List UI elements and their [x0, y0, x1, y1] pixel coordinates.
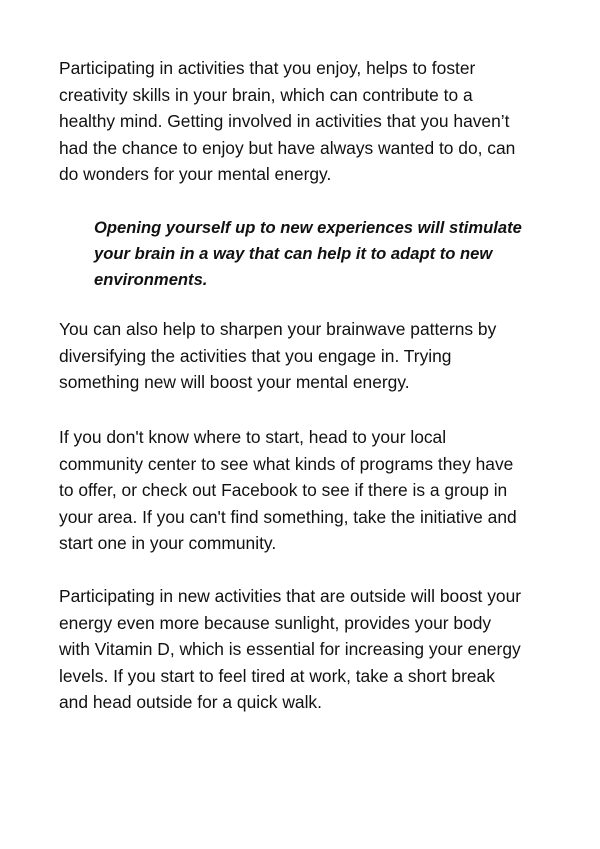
- text-line: with Vitamin D, which is essential for increasing your energy: [59, 639, 521, 660]
- text-line: start one in your community.: [59, 533, 277, 554]
- text-line: You can also help to sharpen your brainwave patterns by: [59, 319, 497, 339]
- pull-quote: [94, 215, 554, 292]
- quote-line: environments.: [94, 269, 208, 289]
- text-line: If you don't know where to start, head to your local: [59, 427, 447, 447]
- text-line: Participating in new activities that are outside will boost your: [59, 586, 522, 606]
- text-line: diversifying the activities that you engage in. Trying: [59, 345, 452, 366]
- paragraph-where-to-start: [59, 424, 559, 557]
- quote-line: your brain in a way that can help it to adapt to new: [94, 243, 493, 263]
- text-line: something new will boost your mental energy.: [59, 372, 410, 393]
- text-line: your area. If you can't find something, take the initiative and: [59, 506, 517, 527]
- text-line: do wonders for your mental energy.: [59, 164, 332, 185]
- text-line: community center to see what kinds of programs they have: [59, 453, 514, 474]
- text-line: Participating in activities that you enjoy, helps to foster: [59, 58, 476, 78]
- text-line: had the chance to enjoy but have always wanted to do, can: [59, 137, 516, 158]
- quote-line: Opening yourself up to new experiences will stimulate: [94, 218, 522, 237]
- paragraph-brainwave-patterns: [59, 316, 559, 396]
- text-line: energy even more because sunlight, provides your body: [59, 612, 492, 633]
- text-line: healthy mind. Getting involved in activities that you haven’t: [59, 111, 510, 132]
- text-line: to offer, or check out Facebook to see if there is a group in: [59, 480, 508, 501]
- paragraph-outside-activities: [59, 583, 559, 716]
- paragraph-enjoy-activities: [59, 55, 559, 188]
- text-line: levels. If you start to feel tired at work, take a short break: [59, 665, 495, 686]
- text-line: and head outside for a quick walk.: [59, 692, 322, 713]
- text-line: creativity skills in your brain, which can contribute to a: [59, 84, 473, 105]
